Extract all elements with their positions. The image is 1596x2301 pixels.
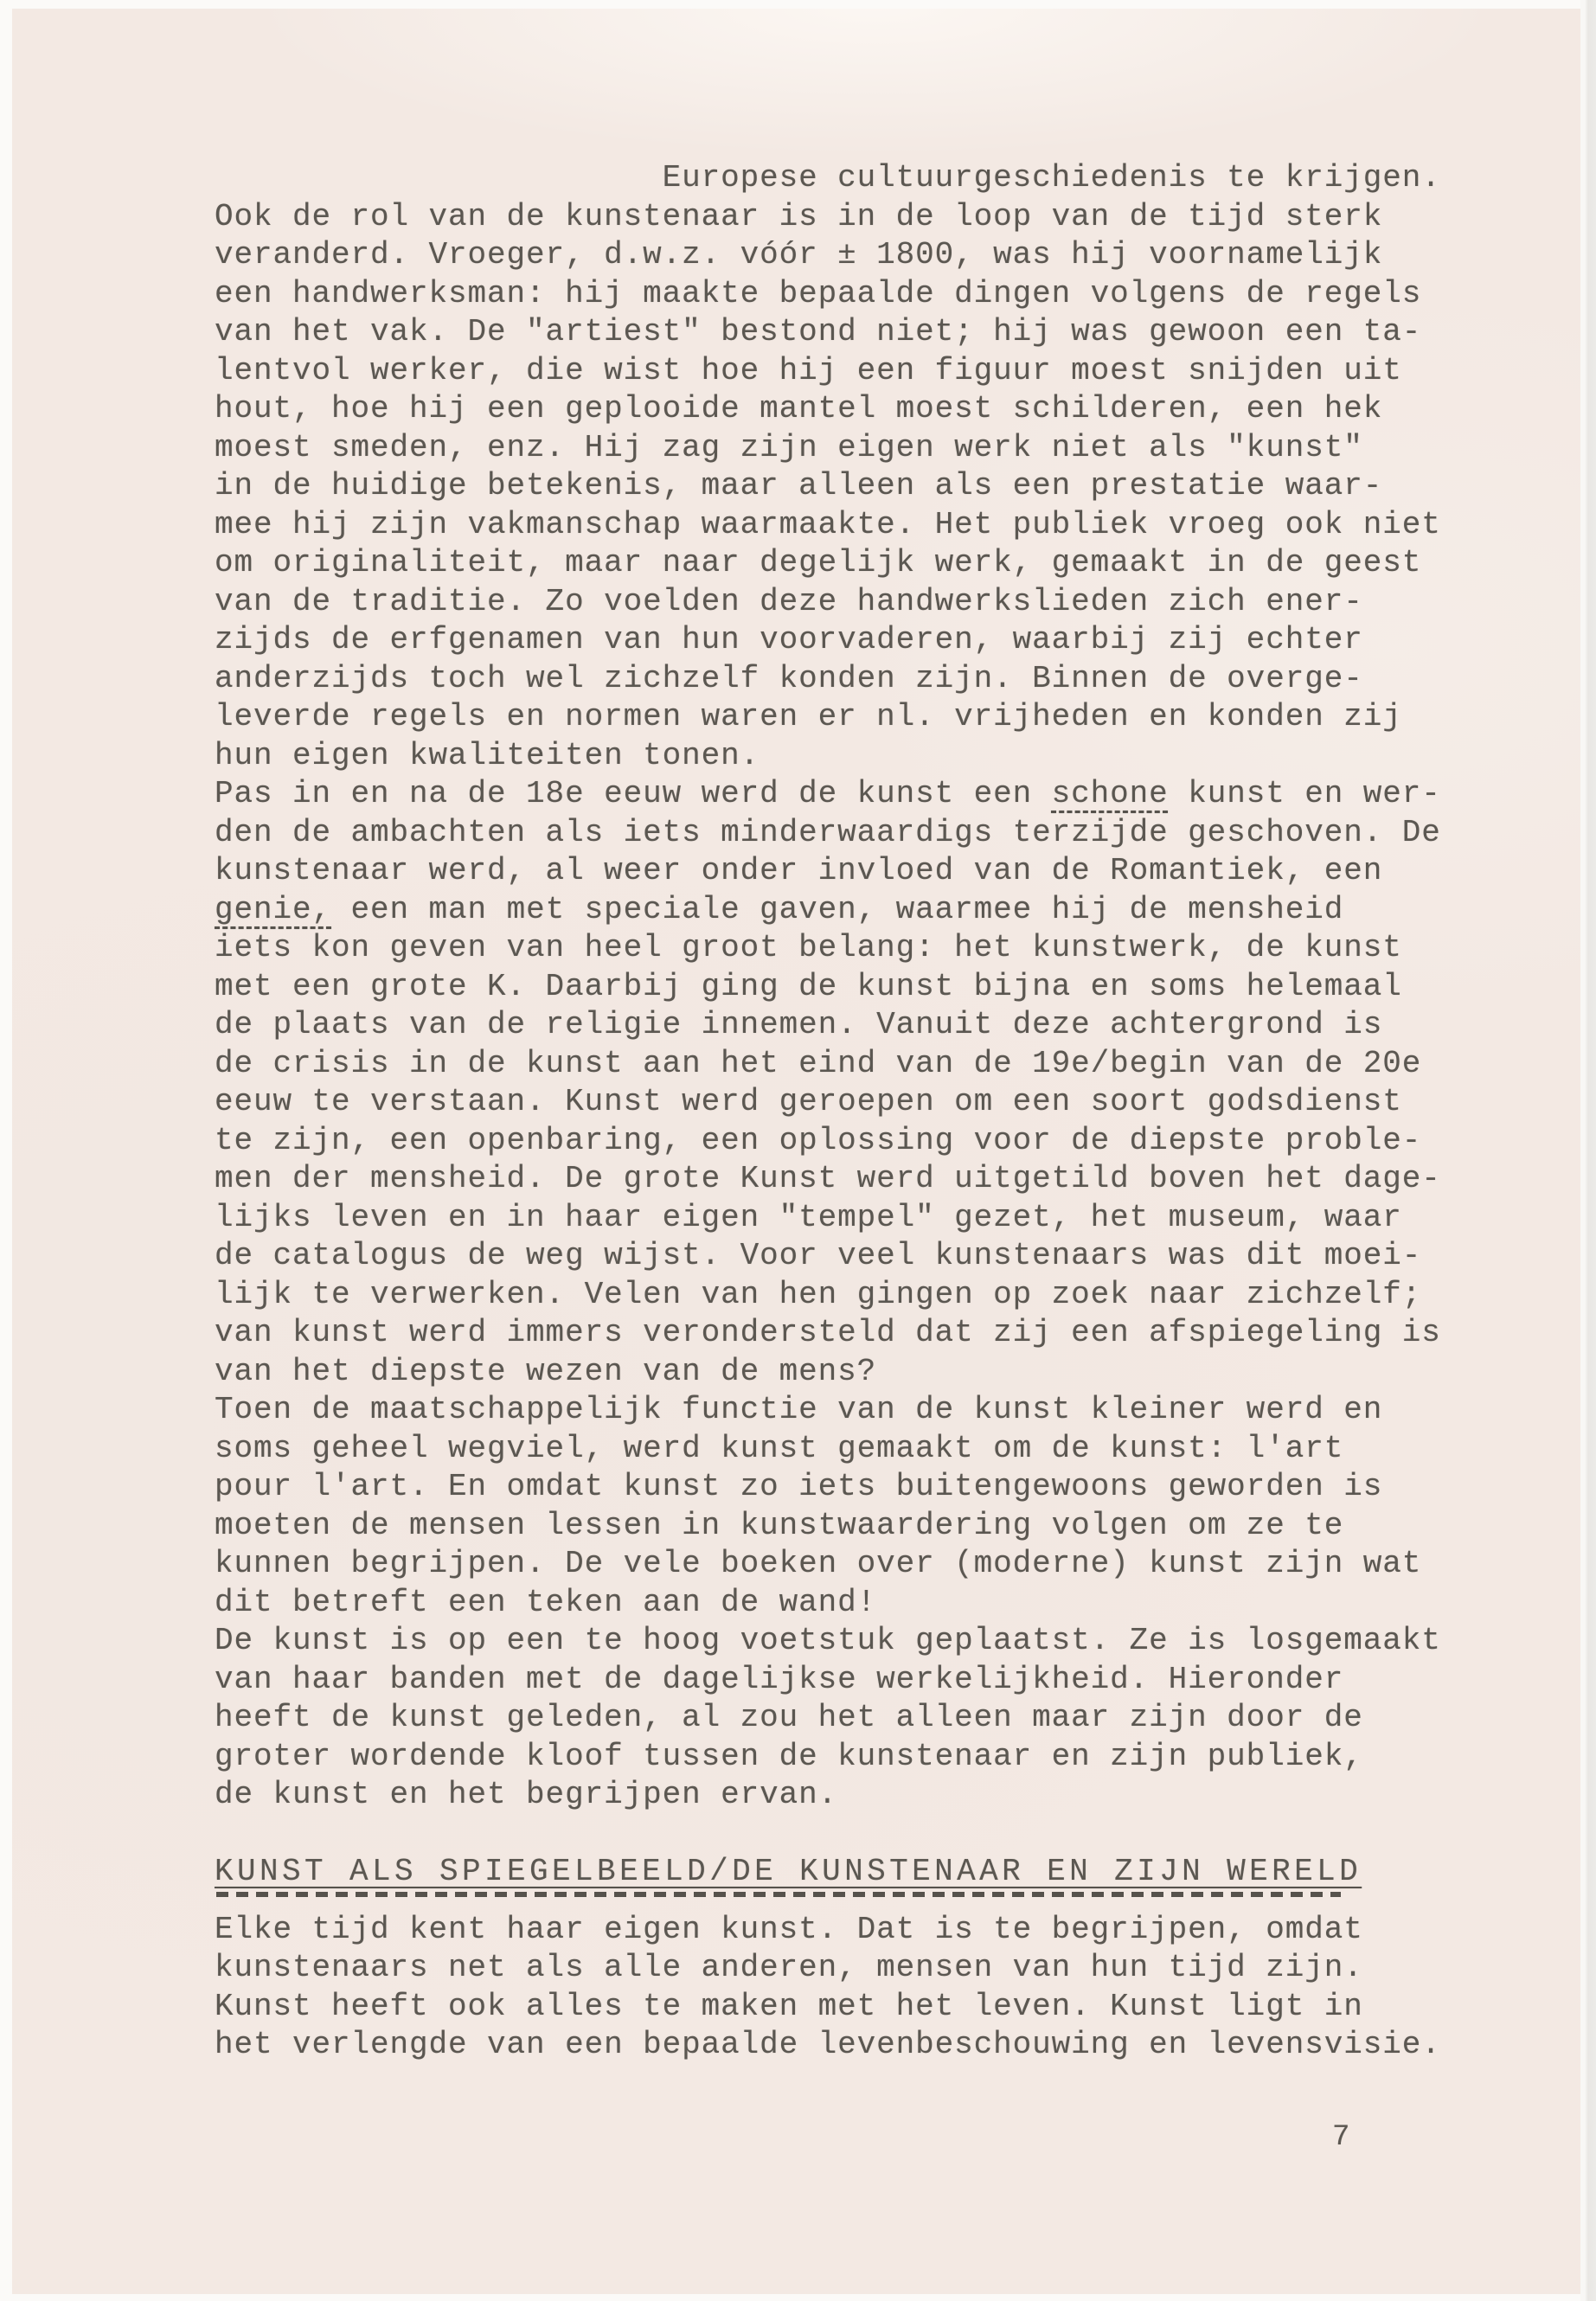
text-segment: lijk te verwerken. Velen van hen gingen op zoek naar zichzelf;: [215, 1276, 1422, 1312]
text-segment: met een grote K. Daarbij ging de kunst bijna en soms helemaal: [215, 968, 1402, 1004]
text-line: [215, 429, 1441, 468]
text-segment: de plaats van de religie innemen. Vanuit deze achtergrond is: [215, 1007, 1383, 1042]
text-line: [215, 1507, 1441, 1546]
text-segment: Europese cultuurgeschiedenis te krijgen.: [215, 160, 1441, 195]
text-line: [215, 968, 1441, 1007]
text-segment: de kunst en het begrijpen ervan.: [215, 1777, 838, 1812]
text-segment: kunstenaar werd, al weer onder invloed van de Romantiek, een: [215, 853, 1383, 888]
text-line: [215, 2026, 1441, 2065]
text-segment: leverde regels en normen waren er nl. vrijheden en konden zij: [215, 699, 1402, 734]
text-segment: een handwerksman: hij maakte bepaalde dingen volgens de regels: [215, 275, 1422, 311]
text-line: [215, 1237, 1441, 1276]
text-line: [215, 621, 1441, 660]
blank-line: [215, 1815, 1441, 1854]
text-segment: lijks leven en in haar eigen "tempel" gezet, het museum, waar: [215, 1199, 1402, 1235]
text-line: [215, 1545, 1441, 1584]
text-segment: moeten de mensen lessen in kunstwaardering volgen om ze te: [215, 1507, 1344, 1543]
heading-dash-underline: [215, 1892, 1441, 1911]
text-line: [215, 775, 1441, 814]
text-line: [215, 583, 1441, 622]
text-segment: heeft de kunst geleden, al zou het alleen maar zijn door de: [215, 1700, 1363, 1735]
text-segment: men der mensheid. De grote Kunst werd uitgetild boven het dage-: [215, 1161, 1441, 1196]
underlined-word: genie,: [215, 891, 332, 927]
document-page: [12, 9, 1580, 2294]
text-line: [215, 1622, 1441, 1661]
text-segment: in de huidige betekenis, maar alleen als een prestatie waar-: [215, 468, 1383, 503]
text-segment: van de traditie. Zo voelden deze handwerkslieden zich ener-: [215, 583, 1363, 619]
text-line: [215, 737, 1441, 776]
text-line: [215, 506, 1441, 545]
text-segment: anderzijds toch wel zichzelf konden zijn. Binnen de overge-: [215, 660, 1363, 696]
text-line: [215, 1006, 1441, 1045]
scan-edge-right: [1580, 0, 1596, 2301]
text-line: [215, 1353, 1441, 1392]
text-line: [215, 852, 1441, 891]
text-segment: van het vak. De "artiest" bestond niet; hij was gewoon een ta-: [215, 314, 1422, 349]
section-heading: [215, 1853, 1441, 1892]
text-line: [215, 1160, 1441, 1199]
text-line: [215, 814, 1441, 853]
text-line: [215, 313, 1441, 352]
text-segment: zijds de erfgenamen van hun voorvaderen, waarbij zij echter: [215, 622, 1363, 657]
text-segment: van kunst werd immers verondersteld dat zij een afspiegeling is: [215, 1315, 1441, 1350]
typewritten-text-block: [215, 159, 1441, 2065]
text-segment: van het diepste wezen van de mens?: [215, 1353, 877, 1389]
text-line: [215, 1468, 1441, 1507]
text-segment: den de ambachten als iets minderwaardigs terzijde geschoven. De: [215, 814, 1441, 850]
text-segment: groter wordende kloof tussen de kunstenaar en zijn publiek,: [215, 1738, 1363, 1774]
text-line: [215, 1584, 1441, 1623]
text-line: [215, 1430, 1441, 1469]
text-segment: Pas in en na de 18e eeuw werd de kunst een: [215, 776, 1052, 811]
text-line: [215, 275, 1441, 314]
page-number: 7: [1332, 2121, 1350, 2154]
text-line: [215, 1949, 1441, 1988]
text-segment: mee hij zijn vakmanschap waarmaakte. Het publiek vroeg ook niet: [215, 506, 1441, 542]
text-line: [215, 1276, 1441, 1315]
text-segment: soms geheel wegviel, werd kunst gemaakt om de kunst: l'art: [215, 1430, 1344, 1466]
text-line: [215, 1122, 1441, 1161]
text-segment: Elke tijd kent haar eigen kunst. Dat is te begrijpen, omdat: [215, 1911, 1363, 1947]
text-segment: dit betreft een teken aan de wand!: [215, 1584, 877, 1620]
text-line: [215, 1083, 1441, 1122]
text-line: [215, 544, 1441, 583]
text-line: [215, 929, 1441, 968]
text-line: [215, 1045, 1441, 1084]
text-segment: te zijn, een openbaring, een oplossing voor de diepste proble-: [215, 1122, 1422, 1158]
text-line: [215, 467, 1441, 506]
text-segment: een man met speciale gaven, waarmee hij de mensheid: [331, 891, 1344, 927]
text-line: [215, 698, 1441, 737]
text-segment: kunstenaars net als alle anderen, mensen van hun tijd zijn.: [215, 1950, 1363, 1985]
text-segment: kunst en wer-: [1168, 776, 1441, 811]
text-segment: eeuw te verstaan. Kunst werd geroepen om een soort godsdienst: [215, 1084, 1402, 1119]
text-line: [215, 1911, 1441, 1950]
text-segment: van haar banden met de dagelijkse werkelijkheid. Hieronder: [215, 1661, 1344, 1697]
text-line: [215, 1988, 1441, 2027]
text-segment: lentvol werker, die wist hoe hij een figuur moest snijden uit: [215, 352, 1402, 388]
text-line: [215, 236, 1441, 275]
text-line: [215, 1776, 1441, 1815]
text-segment: hun eigen kwaliteiten tonen.: [215, 737, 760, 773]
text-segment: iets kon geven van heel groot belang: het kunstwerk, de kunst: [215, 930, 1402, 965]
text-segment: de crisis in de kunst aan het eind van de 19e/begin van de 20e: [215, 1045, 1422, 1081]
text-line: [215, 1314, 1441, 1353]
text-segment: moest smeden, enz. Hij zag zijn eigen werk niet als "kunst": [215, 429, 1363, 465]
text-segment: de catalogus de weg wijst. Voor veel kunstenaars was dit moei-: [215, 1238, 1422, 1273]
text-segment: kunnen begrijpen. De vele boeken over (moderne) kunst zijn wat: [215, 1546, 1422, 1581]
text-segment: Kunst heeft ook alles te maken met het leven. Kunst ligt in: [215, 1988, 1363, 2024]
text-line: [215, 1738, 1441, 1777]
text-line: [215, 390, 1441, 429]
text-line: [215, 159, 1441, 198]
text-segment: Toen de maatschappelijk functie van de kunst kleiner werd en: [215, 1392, 1383, 1427]
text-line: [215, 1391, 1441, 1430]
text-line: [215, 1661, 1441, 1700]
text-line: [215, 660, 1441, 699]
text-line: [215, 352, 1441, 391]
text-line: [215, 891, 1441, 930]
text-segment: veranderd. Vroeger, d.w.z. vóór ± 1800, was hij voornamelijk: [215, 237, 1383, 272]
text-segment: De kunst is op een te hoog voetstuk geplaatst. Ze is losgemaakt: [215, 1623, 1441, 1658]
underlined-word: schone: [1051, 776, 1169, 811]
text-segment: hout, hoe hij een geplooide mantel moest schilderen, een hek: [215, 391, 1383, 426]
text-segment: het verlengde van een bepaalde levenbeschouwing en levensvisie.: [215, 2027, 1441, 2062]
text-line: [215, 198, 1441, 237]
text-segment: pour l'art. En omdat kunst zo iets buitengewoons geworden is: [215, 1469, 1383, 1504]
section-heading-text: KUNST ALS SPIEGELBEELD/DE KUNSTENAAR EN ZIJN WERELD: [215, 1854, 1362, 1889]
text-segment: om originaliteit, maar naar degelijk werk, gemaakt in de geest: [215, 545, 1422, 580]
text-line: [215, 1699, 1441, 1738]
text-segment: Ook de rol van de kunstenaar is in de loop van de tijd sterk: [215, 198, 1383, 234]
text-line: [215, 1199, 1441, 1238]
